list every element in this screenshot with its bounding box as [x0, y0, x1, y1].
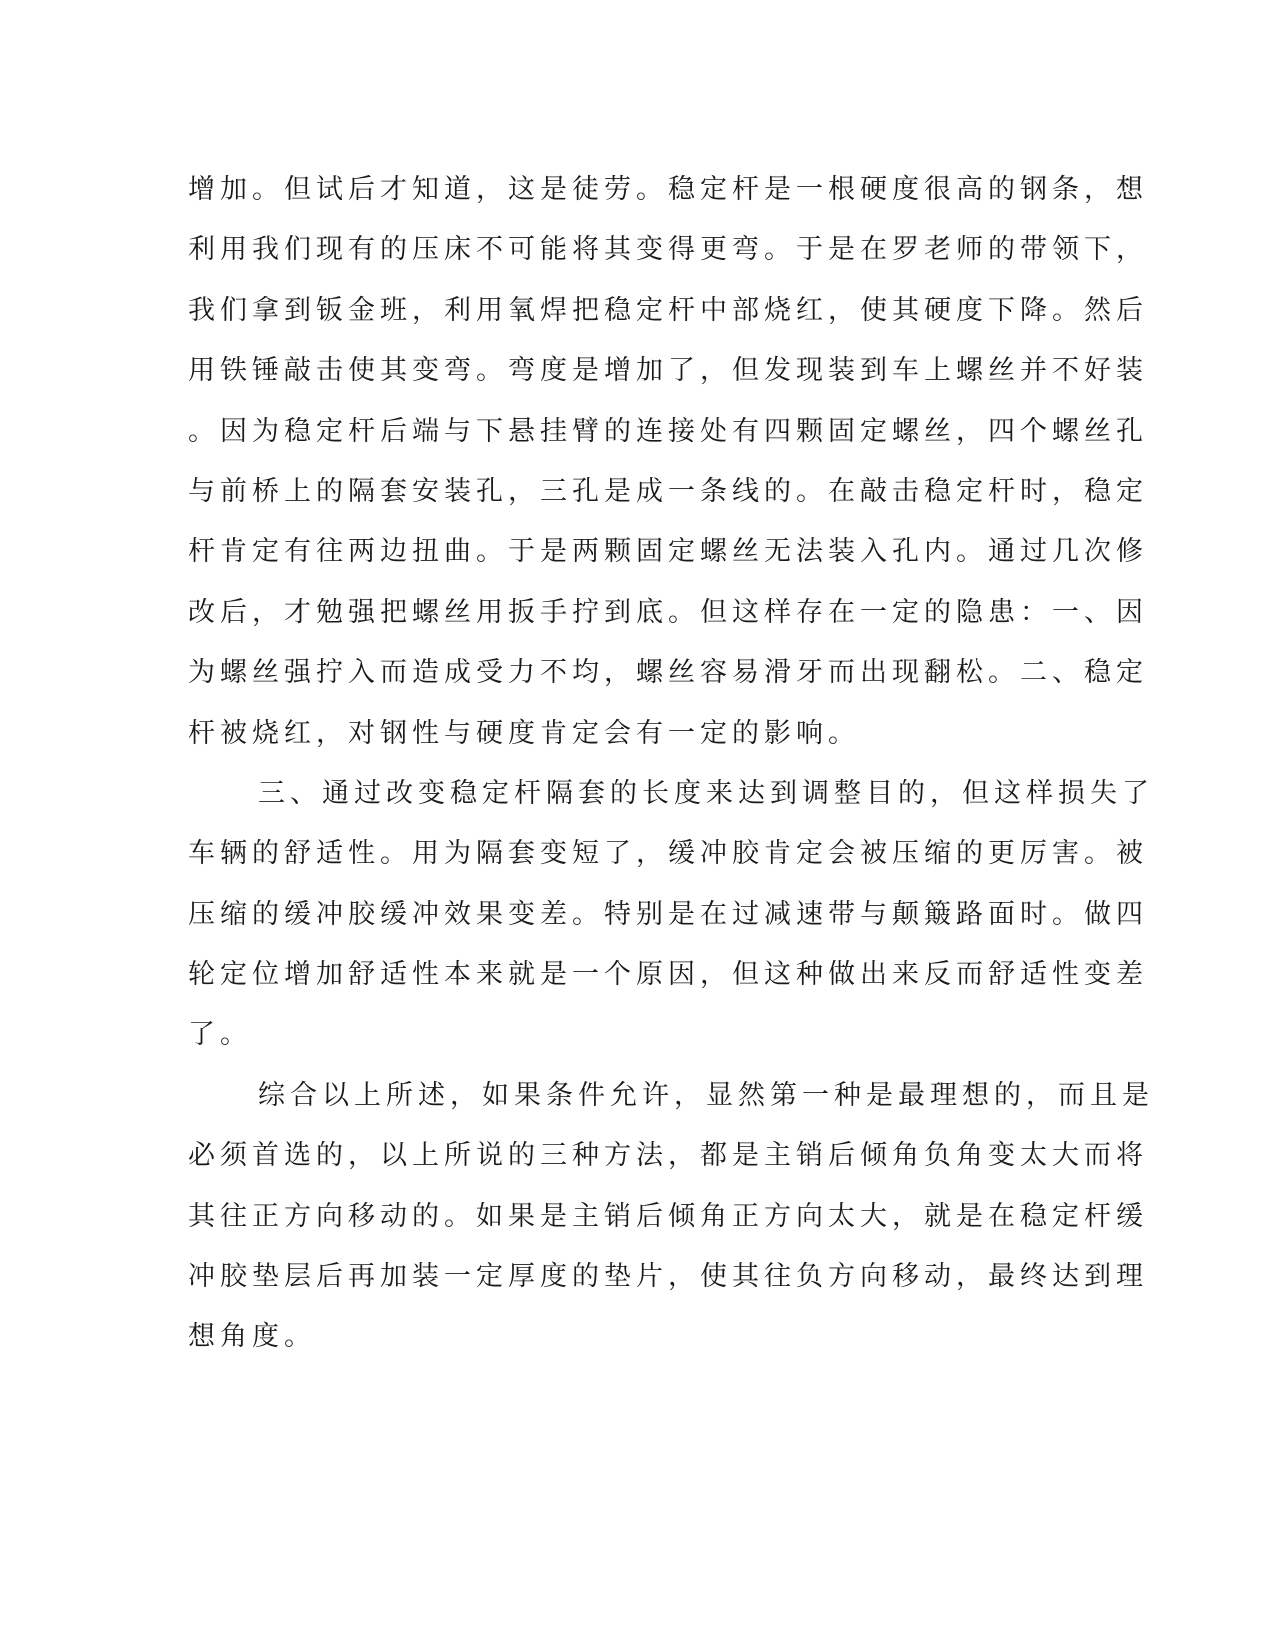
text-line: 杆肯定有往两边扭曲。于是两颗固定螺丝无法装入孔内。通过几次修 — [188, 536, 1148, 568]
text-line: 增加。但试后才知道，这是徒劳。稳定杆是一根硬度很高的钢条，想 — [188, 174, 1148, 205]
text-line: 用铁锤敲击使其变弯。弯度是增加了，但发现装到车上螺丝并不好装 — [188, 355, 1148, 387]
text-line: 与前桥上的隔套安装孔，三孔是成一条线的。在敲击稳定杆时，稳定 — [188, 475, 1148, 507]
text-line: 杆被烧红，对钢性与硬度肯定会有一定的影响。 — [188, 717, 860, 749]
text-line: 车辆的舒适性。用为隔套变短了，缓冲胶肯定会被压缩的更厉害。被 — [188, 838, 1148, 870]
text-line: 其往正方向移动的。如果是主销后倾角正方向太大，就是在稳定杆缓 — [188, 1200, 1148, 1232]
paragraph-start-line: 三、通过改变稳定杆隔套的长度来达到调整目的，但这样损失了 — [258, 777, 1154, 809]
text-line: 利用我们现有的压床不可能将其变得更弯。于是在罗老师的带领下， — [188, 234, 1148, 266]
text-line: 冲胶垫层后再加装一定厚度的垫片，使其往负方向移动，最终达到理 — [188, 1261, 1148, 1293]
text-line: 改后，才勉强把螺丝用扳手拧到底。但这样存在一定的隐患：一、因 — [188, 596, 1148, 628]
paragraph-start-line: 综合以上所述，如果条件允许，显然第一种是最理想的，而且是 — [258, 1079, 1154, 1111]
document-body — [188, 160, 1154, 1368]
text-line: 轮定位增加舒适性本来就是一个原因，但这种做出来反而舒适性变差 — [188, 959, 1148, 991]
text-line: 为螺丝强拧入而造成受力不均，螺丝容易滑牙而出现翻松。二、稳定 — [188, 657, 1148, 689]
text-line: 压缩的缓冲胶缓冲效果变差。特别是在过减速带与颠簸路面时。做四 — [188, 898, 1148, 930]
text-line: 想角度。 — [188, 1321, 316, 1353]
text-line: 。因为稳定杆后端与下悬挂臂的连接处有四颗固定螺丝，四个螺丝孔 — [188, 415, 1148, 447]
text-line: 必须首选的，以上所说的三种方法，都是主销后倾角负角变太大而将 — [188, 1140, 1148, 1172]
text-line: 了。 — [188, 1019, 252, 1051]
text-line: 我们拿到钣金班，利用氧焊把稳定杆中部烧红，使其硬度下降。然后 — [188, 294, 1148, 326]
